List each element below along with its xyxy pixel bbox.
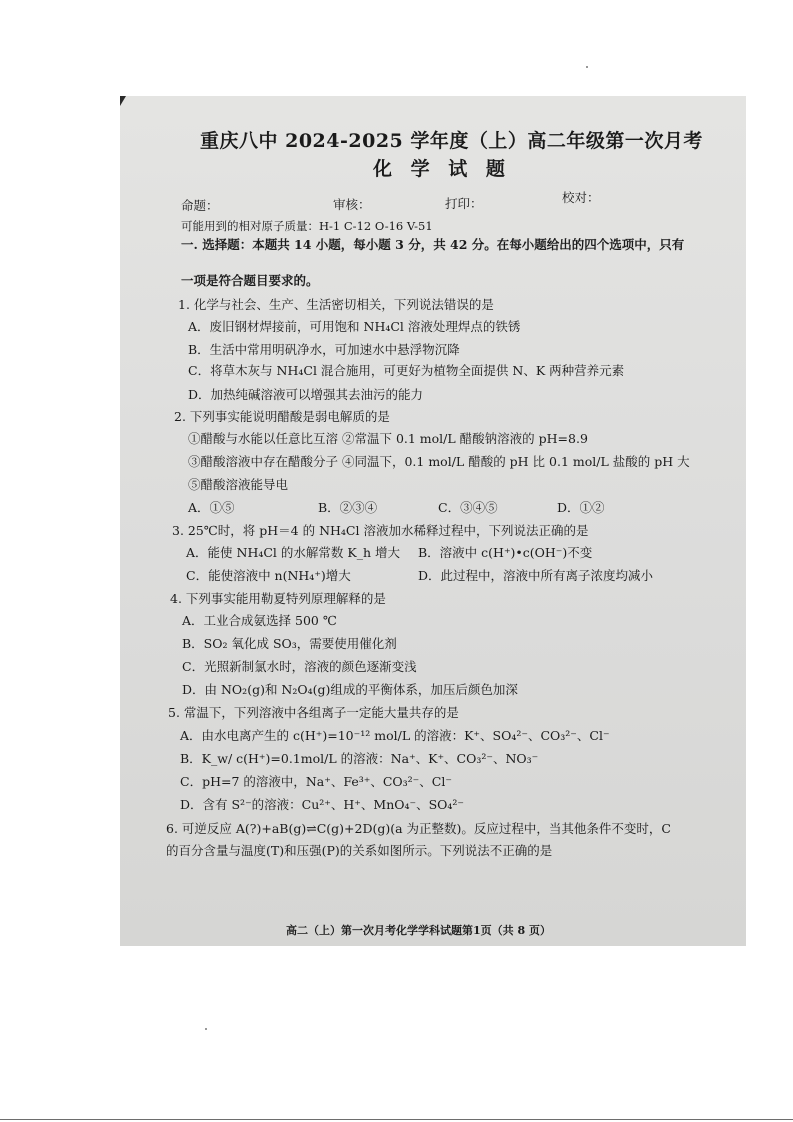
page-bottom-rule [0,1119,793,1120]
q5-option-a: A．由水电离产生的 c(H⁺)=10⁻¹² mol/L 的溶液：K⁺、SO₄²⁻、CO₃²⁻、Cl⁻ [180,728,610,743]
q1-option-a: A．废旧钢材焊接前，可用饱和 NH₄Cl 溶液处理焊点的铁锈 [188,319,521,334]
q2-option-c: C．③④⑤ [438,500,498,515]
q2-statements-3: ⑤醋酸溶液能导电 [188,477,289,492]
q4-option-d: D．由 NO₂(g)和 N₂O₄(g)组成的平衡体系，加压后颜色加深 [182,682,518,697]
q2-option-d: D．①② [557,500,605,515]
q1-option-d: D．加热纯碱溶液可以增强其去油污的能力 [188,387,424,402]
page-footer: 高二（上）第一次月考化学学科试题第1页（共 8 页） [286,924,551,937]
q2-statements-2: ③醋酸溶液中存在醋酸分子 ④同温下，0.1 mol/L 醋酸的 pH 比 0.1 mol/L 盐酸的 pH 大 [188,454,690,469]
photo-corner [120,96,126,106]
question-1: 1. 化学与社会、生产、生活密切相关，下列说法错误的是 [178,297,494,312]
q3-option-c: C．能使溶液中 n(NH₄⁺)增大 [186,568,351,583]
speck [205,1028,207,1030]
staff-printer: 打印： [445,196,483,211]
staff-proofreader: 校对： [562,190,600,205]
q3-option-d: D．此过程中，溶液中所有离子浓度均减小 [418,568,654,583]
q2-option-b: B．②③④ [318,500,378,515]
question-3: 3. 25℃时，将 pH＝4 的 NH₄Cl 溶液加水稀释过程中，下列说法正确的是 [172,523,589,538]
q1-option-c: C．将草木灰与 NH₄Cl 混合施用，可更好为植物全面提供 N、K 两种营养元素 [188,363,625,378]
question-6: 6. 可逆反应 A(?)+aB(g)⇌C(g)+2D(g)(a 为正整数)。反应过程中，当其他条件不变时，C [166,821,671,836]
q4-option-b: B．SO₂ 氧化成 SO₃，需要使用催化剂 [182,636,397,651]
staff-reviewer: 审核： [333,197,371,212]
q5-option-b: B．K_w/ c(H⁺)=0.1mol/L 的溶液：Na⁺、K⁺、CO₃²⁻、NO₃⁻ [180,751,539,766]
question-5: 5. 常温下，下列溶液中各组离子一定能大量共存的是 [168,705,459,720]
question-6-cont: 的百分含量与温度(T)和压强(P)的关系如图所示。下列说法不正确的是 [166,843,553,858]
section-header: 一. 选择题：本题共 14 小题，每小题 3 分，共 42 分。在每小题给出的四个选项中，只有 [181,237,685,252]
q3-option-b: B．溶液中 c(H⁺)•c(OH⁻)不变 [418,545,593,560]
q5-option-d: D．含有 S²⁻的溶液：Cu²⁺、H⁺、MnO₄⁻、SO₄²⁻ [180,797,465,812]
exam-subject: 化 学 试 题 [373,158,511,180]
q2-option-a: A．①⑤ [188,500,235,515]
q3-option-a: A．能使 NH₄Cl 的水解常数 K_h 增大 [186,545,400,560]
atomic-masses: 可能用到的相对原子质量：H-1 C-12 O-16 V-51 [181,219,433,233]
question-2: 2. 下列事实能说明醋酸是弱电解质的是 [174,409,390,424]
q4-option-a: A．工业合成氨选择 500 ℃ [182,613,337,628]
q4-option-c: C．光照新制氯水时，溶液的颜色逐渐变浅 [182,659,417,674]
q2-statements-1: ①醋酸与水能以任意比互溶 ②常温下 0.1 mol/L 醋酸钠溶液的 pH=8.9 [188,431,588,446]
exam-photo [120,96,746,946]
speck [586,66,588,68]
q5-option-c: C．pH=7 的溶液中，Na⁺、Fe³⁺、CO₃²⁻、Cl⁻ [180,774,452,789]
exam-title: 重庆八中 2024-2025 学年度（上）高二年级第一次月考 [200,130,703,152]
q1-option-b: B．生活中常用明矾净水，可加速水中悬浮物沉降 [188,342,460,357]
section-header-cont: 一项是符合题目要求的。 [181,273,319,288]
staff-setter: 命题： [181,198,219,213]
question-4: 4. 下列事实能用勒夏特列原理解释的是 [170,591,386,606]
